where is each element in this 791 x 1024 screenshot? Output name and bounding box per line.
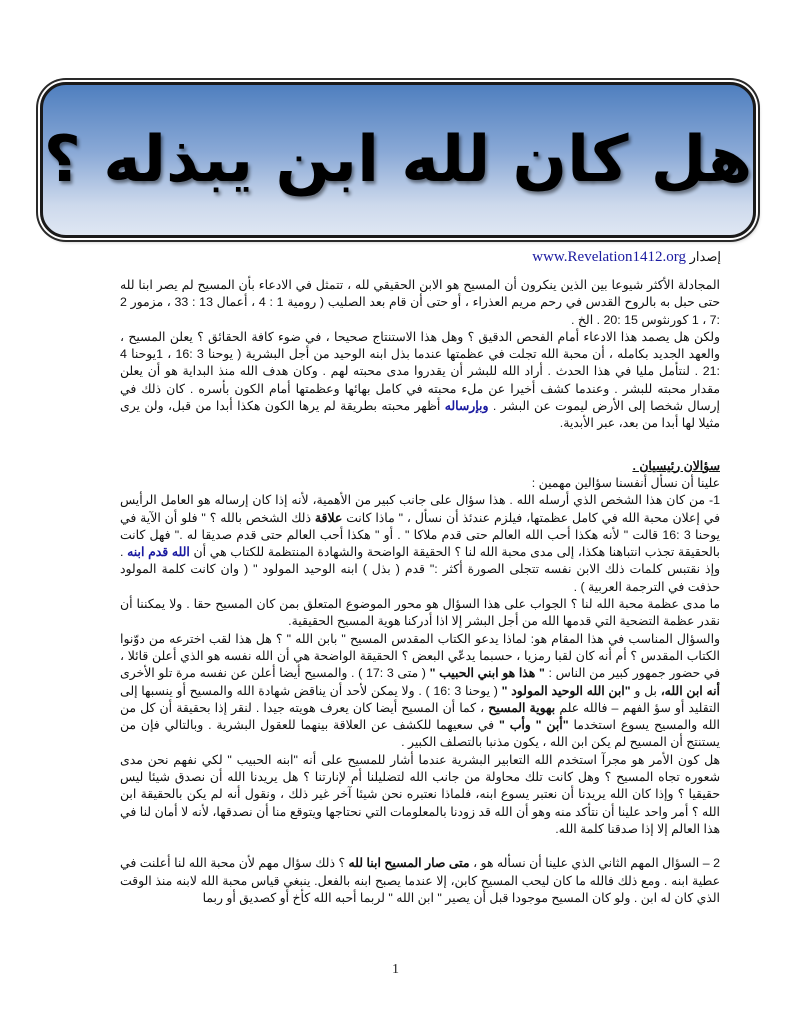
text-run: ( متى 3 :17 ) . والمسيح أيضا أعلن عن نفسه مرة تلو الأخرى: [120, 666, 426, 681]
intro-paragraph-1: المجادلة الأكثر شيوعا بين الذين ينكرون أن المسيح هو الابن الحقيقي لله ، تتمثل في الادعاء بأن المسيح لم يصر ابنا لله حتى حبل به بالروح القدس في رحم مريم العذراء ، أو حتى أن قام بعد الصليب ( رومية 1 : 4 ، أعمال 13 : 33 ، مزمور 2 :7 ، 1 كورنثوس 15 :20 . الخ .: [120, 278, 721, 327]
intro-paragraph-2: [120, 329, 720, 433]
text-run: ذلك الشخص بالله ؟ " فلو أن الآية في يوحنا 3 :16 قالت " لأنه هكذا أحب الله العالم حتى قدم ملاكا " . أو " هكذا أحب العالم حتى قدم صديقا له ." فهل كانت بالحقيقة تجذب انتباهنا هكذا، إلى مدى محبة الله لنا ؟ الحقيقة الواضحة والشهادة المنتظمة للكتاب هي أن: [120, 510, 721, 560]
highlighted-text: الله قدم ابنه: [127, 545, 190, 560]
highlighted-text: وبإرساله: [444, 399, 489, 414]
son-title-paragraph: [120, 631, 720, 752]
bold-text: أنه ابن الله،: [660, 683, 720, 698]
text-run: بل و: [634, 683, 657, 698]
text-run: ؟ ذلك سؤال مهم لأن محبة الله لنا أعلنت في عطية ابنه . ومع ذلك فالله ما كان ليحب المسيح كابن، إلا عندما يصبح ابنه بالفعل. ينبغي قياس محبة الله لابنه منذ الوقت الذي كان له ابن . ولو كان المسيح موجودا قبل أن يصير " ابن الله " لربما أحبه الله كأخ أو كصديق أو ربما: [120, 856, 720, 905]
text-run: ولكن هل يصمد هذا الادعاء أمام الفحص الدقيق ؟ وهل هذا الاستنتاج صحيحا ، في ضوء كافة الحقائق ؟ يعلن المسيح ، والعهد الجديد بكامله ، أن محبة الله تجلت في عظمتها عندما بذل ابنه الوحيد من أجل البشرية ( يوحنا 3 :16 ، 1يوحنا 4 :21 . لنتأمل مليا في هذا الحدث . أراد الله للبشر أن يقدروا مدى محبته لهم . وكان هدف الله منذ البداية هو أن يعلن مقدار محبته للبشر . وعندما كشف أخيرا عن ملء محبته في كامل بهائها وعظمتها أمام الكون بأسره . كان ذلك في إرسال شخصا إلى الأرض ليموت عن البشر .: [120, 329, 721, 414]
text-run: ( يوحنا 3 :16 ) . ولا يمكن لأحد أن يناقض شهادة الله والمسيح أو ينسبها إلى التقليد أو سؤ الفهم – فالله علم: [120, 683, 720, 715]
text-run: 2 – السؤال المهم الثاني الذي علينا أن نسأله هو ،: [473, 856, 721, 871]
metaphor-paragraph: هل كون الأمر هو مجرآ استخدم الله التعابير البشرية عندما أشار للمسيح على أنه "ابنه الحبيب " لكي نفهم نحن مدى شعوره تجاه المسيح ؟ وهل كانت تلك محاولة من جانب الله لتضليلنا أم لإنارتنا ؟ هل يريدنا الله أن نصدق شيئا ليس حقيقيا ؟ وإذا كان الله يريدنا أن نعتبر يسوع ابنه، فلماذا نعتبره نحن شيئا آخر غير ذلك ، ونقول أنه لم يكن بالحقيقة ابن الله ؟ أمر واحد علينا أن نتأكد منه وهو أن الله قد زودنا بالمعلومات التي نحتاجها ويتوقع منا أن نصدقها، لأنه لا أمان لنا في هذا العالم إلا إذا صدقنا كلمة الله.: [120, 752, 720, 836]
bold-text: "ابن الله الوحيد المولود ": [501, 683, 631, 698]
document-title: هل كان لله ابن يبذله ؟: [43, 123, 753, 197]
question-1-paragraph: [120, 492, 720, 596]
text-run: أظهر محبته بطريقة لم يرها الكون هكذا أبدا من قبل، ولن يرى مثيلا لها أبدا من بعد، عبر الأبدية.: [120, 399, 720, 431]
section-heading: سؤالان رئيسيان .: [632, 458, 720, 473]
text-run: ، كما أن المسيح أيضا كان يعرف هويته جيدا . لنقر إذا بحقيقة أن كل من الله والمسيح يسوع استخدما: [120, 700, 720, 733]
publisher-url-link[interactable]: www.Revelation1412.org: [532, 249, 686, 265]
greatness-paragraph: ما مدى عظمة محبة الله لنا ؟ الجواب على هذا السؤال هو محور الموضوع المتعلق بمن كان المسيح حقا . ولا يمكننا أن نقدر عظمة التضحية التي قدمها الله من أجل البشر إلا اذا أدركنا هوية المسيح الحقيقية.: [120, 597, 720, 629]
bold-text: علاقة: [314, 510, 343, 525]
section-lead: علينا أن نسأل أنفسنا سؤالين مهمين :: [531, 475, 720, 490]
bold-text: بهوية المسيح: [488, 700, 556, 715]
text-run: . وإذ نقتبس كلمات ذلك الابن نفسه تتجلى الصورة أكثر :" قدم ( بذل ) ابنه الوحيد المولود " ( وان كانت كلمة المولود حذفت في الترجمة العربية ) .: [120, 545, 720, 594]
document-body: [120, 277, 720, 907]
publisher-label: إصدار: [689, 249, 721, 264]
text-run: والسؤال المناسب في هذا المقام هو: لماذا يدعو الكتاب المقدس المسيح " بابن الله " ؟ هل هذا لقب اخترعه من دوّنوا الكتاب المقدس ؟ أم أنه كان لقبا رمزيا ، حسبما يدعّي البعض ؟ الحقيقة الواضحة هي أن الله نفسه هو الذي أعلن قائلا ، في حضور جمهور كبير من الناس :: [120, 631, 721, 681]
bold-text: "أبن " وأب ": [498, 718, 569, 733]
title-banner: [40, 82, 756, 238]
bold-text: " هذا هو ابني الحبيب ": [429, 666, 545, 681]
question-2-paragraph: [120, 855, 720, 907]
bold-text: متى صار المسيح ابنا لله: [348, 856, 470, 871]
page-number: 1: [392, 962, 399, 977]
publisher-line: [532, 249, 721, 266]
text-run: 1- من كان هذا الشخص الذي أرسله الله . هذا سؤال على جانب كبير من الأهمية، لأنه إذا كان إرساله هو العامل الرأيس في إعلان محبة الله في كامل عظمتها، فيلزم عندئذ أن نسأل ، " ماذا كانت: [120, 493, 721, 525]
text-run: في سعيهما للكشف عن العلاقة بينهما للعقول البشرية . وبالتالي فإن من يستنتج أن المسيح لم يكن ابن الله ، يكون مذنبا بالتصلف الكبير .: [120, 718, 720, 750]
